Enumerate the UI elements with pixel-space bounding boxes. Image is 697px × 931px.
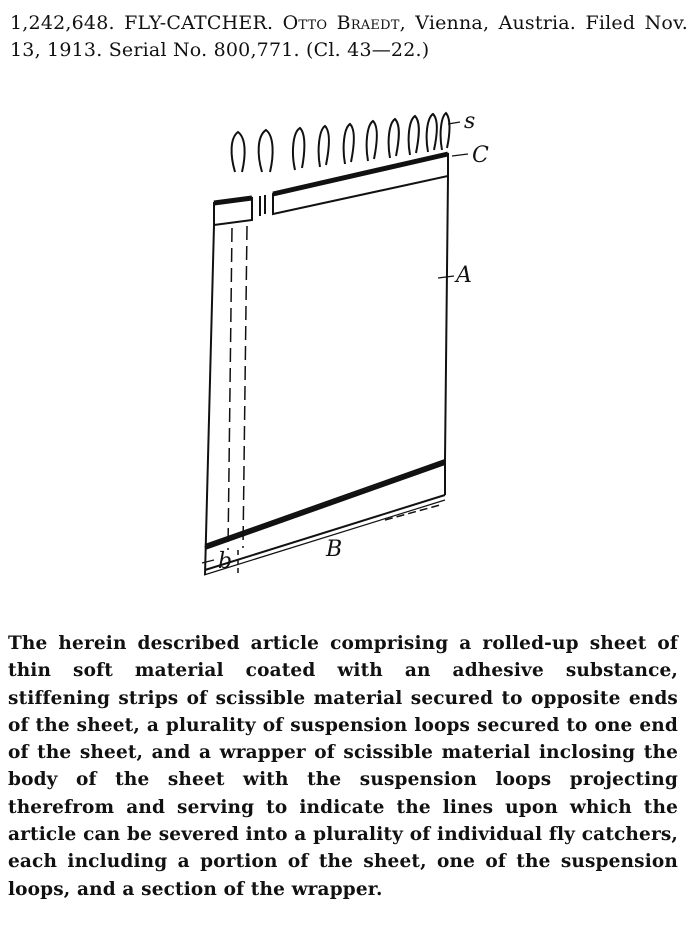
label-c: C: [472, 143, 489, 168]
sheet-body: [205, 176, 448, 575]
patent-number: 1,242,648.: [10, 12, 115, 34]
fly-catcher-drawing: [190, 110, 510, 610]
bottom-stiffening-strip: [204, 460, 445, 575]
label-s: s: [464, 110, 476, 134]
inventor-location: Vienna, Austria.: [415, 12, 577, 34]
patent-claim: The herein described article comprising a rolled-up sheet of thin soft material coated with an adhesive substance, stiffening strips of scissible material secured to opposite ends of the sheet, a plurality of suspension loops secured to one end of the sheet, and a wrapper of scissible material inclosing the body of the sheet with the suspension loops projecting therefrom and serving to indicate the lines upon which the article can be severed into a plurality of individual fly catchers, each including a portion of the sheet, one of the suspension loops, and a section of the wrapper.: [8, 633, 678, 900]
top-stiffening-strip: [214, 154, 448, 225]
patent-header: [10, 10, 688, 64]
label-b-upper: B: [326, 537, 343, 562]
filed-date: Filed Nov. 13, 1913.: [10, 12, 688, 61]
serial-number: Serial No. 800,771.: [108, 39, 300, 61]
inventor-name: Otto Braedt,: [282, 12, 406, 34]
classification: (Cl. 43—22.): [306, 39, 430, 61]
label-a: A: [456, 263, 472, 288]
label-b-lower: b: [218, 549, 233, 574]
patent-drawing: [190, 110, 510, 610]
patent-title: FLY-CATCHER.: [124, 12, 274, 34]
